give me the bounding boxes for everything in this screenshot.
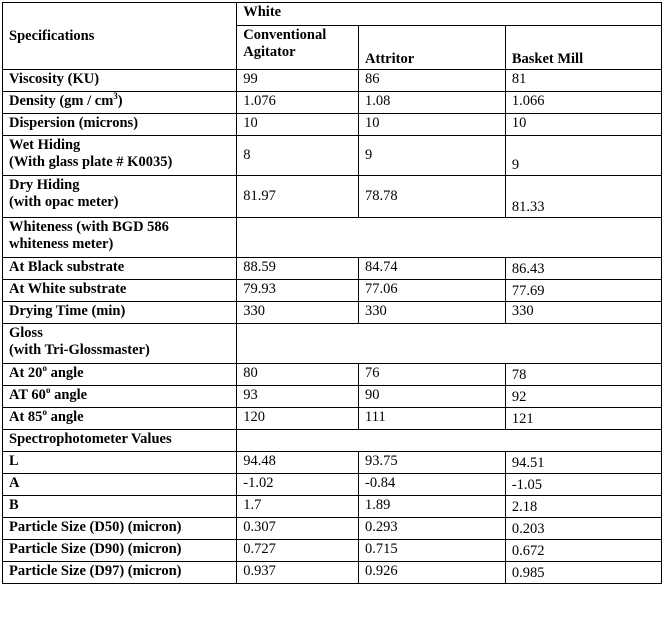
superscript: o — [45, 385, 51, 396]
table-row — [3, 114, 662, 136]
cell-value: 76 — [359, 364, 506, 386]
label-line: (with Tri-Glossmaster) — [9, 342, 150, 358]
section-row-spectrophotometer — [3, 430, 662, 452]
section-title-spectrophotometer: Spectrophotometer Values — [3, 430, 237, 452]
table-row — [3, 408, 662, 430]
label-line: (with opac meter) — [9, 194, 119, 210]
label-line: (With glass plate # K0035) — [9, 154, 173, 170]
cell-value: 111 — [359, 408, 506, 430]
label-text: At 85 — [9, 409, 43, 425]
label-text: ) — [117, 93, 123, 109]
cell-value: 90 — [359, 386, 506, 408]
cell-value: 10 — [237, 114, 359, 136]
cell-value: 79.93 — [237, 280, 359, 302]
cell-value: 1.89 — [359, 496, 506, 518]
cell-value: 77.06 — [359, 280, 506, 302]
cell-value: -1.05 — [505, 474, 661, 496]
cell-value: 81 — [505, 70, 661, 92]
cell-value: 0.937 — [237, 562, 359, 584]
superscript: o — [42, 407, 47, 418]
row-label: Particle Size (D97) (micron) — [3, 562, 237, 584]
row-label: L — [3, 452, 237, 474]
label-line: Gloss — [9, 325, 43, 341]
section-row-whiteness — [3, 218, 662, 258]
table-row — [3, 280, 662, 302]
cell-value: 86 — [359, 70, 506, 92]
cell-value: 0.293 — [359, 518, 506, 540]
table-row — [3, 540, 662, 562]
cell-value: 10 — [505, 114, 661, 136]
cell-value: 330 — [359, 302, 506, 324]
cell-value: 0.727 — [237, 540, 359, 562]
label-line: Wet Hiding — [9, 137, 81, 153]
cell-value: 88.59 — [237, 258, 359, 280]
cell-value: 1.066 — [505, 92, 661, 114]
section-row-gloss — [3, 324, 662, 364]
row-label: At White substrate — [3, 280, 237, 302]
section-title-gloss — [3, 324, 237, 364]
cell-value: -1.02 — [237, 474, 359, 496]
superscript: 3 — [113, 91, 118, 102]
cell-value: 330 — [237, 302, 359, 324]
table-row — [3, 452, 662, 474]
section-filler — [237, 218, 662, 258]
cell-value: 0.926 — [359, 562, 506, 584]
cell-value: 10 — [359, 114, 506, 136]
row-label: A — [3, 474, 237, 496]
row-label: B — [3, 496, 237, 518]
label-line: Whiteness (with BGD 586 — [9, 219, 169, 235]
label-text: At 20 — [9, 365, 43, 381]
row-label — [3, 408, 237, 430]
specifications-header: Specifications — [3, 3, 237, 70]
row-label — [3, 136, 237, 176]
label-text: angle — [46, 409, 84, 425]
label-text: angle — [50, 387, 88, 403]
column-header-attritor: Attritor — [359, 26, 506, 70]
column-header-conventional-agitator: Conventional Agitator — [237, 26, 359, 70]
table-row — [3, 364, 662, 386]
cell-value: 0.307 — [237, 518, 359, 540]
cell-value: 80 — [237, 364, 359, 386]
row-label — [3, 386, 237, 408]
cell-value: 81.33 — [505, 176, 661, 218]
cell-value: 0.715 — [359, 540, 506, 562]
superscript: o — [42, 363, 47, 374]
cell-value: 9 — [359, 136, 506, 176]
cell-value: -0.84 — [359, 474, 506, 496]
row-label: Viscosity (KU) — [3, 70, 237, 92]
cell-value: 86.43 — [505, 258, 661, 280]
cell-value: 330 — [505, 302, 661, 324]
cell-value: 0.985 — [505, 562, 661, 584]
column-header-basket-mill: Basket Mill — [505, 26, 661, 70]
row-label: Dispersion (microns) — [3, 114, 237, 136]
table-row — [3, 258, 662, 280]
table-row — [3, 496, 662, 518]
cell-value: 8 — [237, 136, 359, 176]
table-row — [3, 136, 662, 176]
row-label: At Black substrate — [3, 258, 237, 280]
cell-value: 78.78 — [359, 176, 506, 218]
cell-value: 78 — [505, 364, 661, 386]
cell-value: 94.51 — [505, 452, 661, 474]
cell-value: 99 — [237, 70, 359, 92]
cell-value: 84.74 — [359, 258, 506, 280]
label-line: Dry Hiding — [9, 177, 80, 193]
table-row — [3, 386, 662, 408]
table-row — [3, 70, 662, 92]
section-filler — [237, 430, 662, 452]
row-label: Particle Size (D90) (micron) — [3, 540, 237, 562]
table-row — [3, 562, 662, 584]
table-row — [3, 518, 662, 540]
cell-value: 1.08 — [359, 92, 506, 114]
header-row-1 — [3, 3, 662, 26]
cell-value: 93.75 — [359, 452, 506, 474]
label-text: AT 60 — [9, 387, 46, 403]
cell-value: 2.18 — [505, 496, 661, 518]
cell-value: 77.69 — [505, 280, 661, 302]
row-label: Particle Size (D50) (micron) — [3, 518, 237, 540]
row-label: Drying Time (min) — [3, 302, 237, 324]
cell-value: 120 — [237, 408, 359, 430]
specifications-table — [2, 2, 662, 584]
row-label — [3, 92, 237, 114]
row-label — [3, 176, 237, 218]
white-group-header: White — [237, 3, 662, 26]
cell-value: 0.203 — [505, 518, 661, 540]
table-row — [3, 474, 662, 496]
row-label — [3, 364, 237, 386]
cell-value: 81.97 — [237, 176, 359, 218]
label-line: whiteness meter) — [9, 236, 114, 252]
cell-value: 9 — [505, 136, 661, 176]
cell-value: 121 — [505, 408, 661, 430]
label-text: angle — [46, 365, 84, 381]
cell-value: 94.48 — [237, 452, 359, 474]
table-row — [3, 92, 662, 114]
table-row — [3, 176, 662, 218]
label-text: Density (gm / cm — [9, 93, 114, 109]
table-row — [3, 302, 662, 324]
cell-value: 1.7 — [237, 496, 359, 518]
cell-value: 1.076 — [237, 92, 359, 114]
cell-value: 92 — [505, 386, 661, 408]
section-title-whiteness — [3, 218, 237, 258]
section-filler — [237, 324, 662, 364]
cell-value: 93 — [237, 386, 359, 408]
cell-value: 0.672 — [505, 540, 661, 562]
